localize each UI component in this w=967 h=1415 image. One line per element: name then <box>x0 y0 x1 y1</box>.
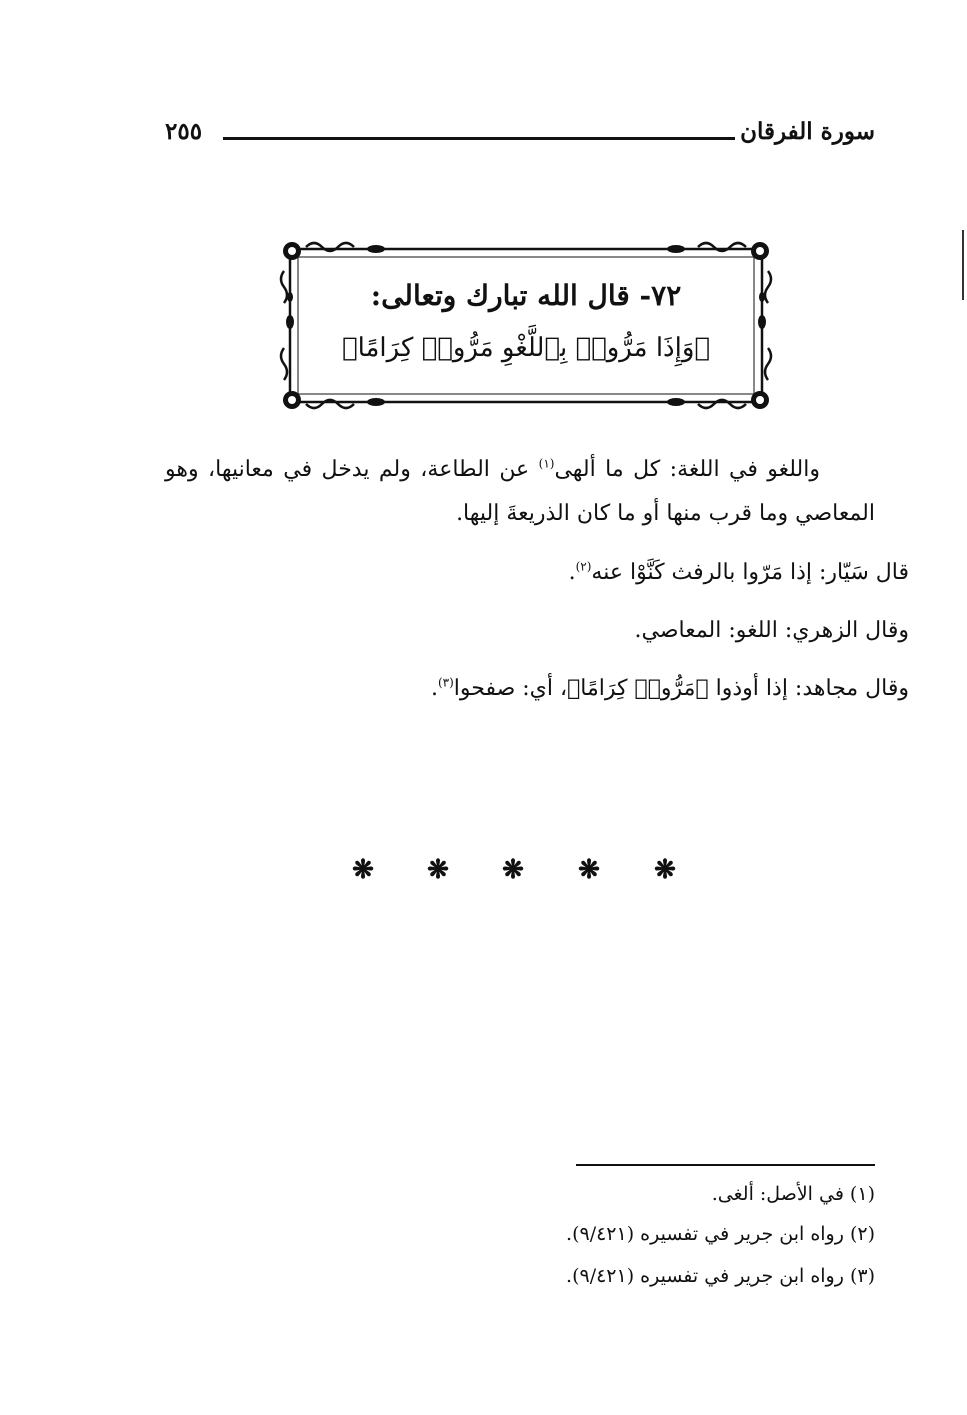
asterisk-ornament: ❋ <box>427 855 449 885</box>
scan-edge-line <box>962 230 964 300</box>
surah-title: سورة الفرقان <box>740 118 875 145</box>
footnote-ref-2: (٢) <box>575 559 592 574</box>
header-rule <box>223 137 735 140</box>
footnote-3: (٣) رواه ابن جرير في تفسيره (٩/٤٢١). <box>566 1265 875 1287</box>
footnote-rule <box>576 1164 875 1166</box>
para2-text-b: . <box>568 560 576 585</box>
page-number: ٢٥٥ <box>165 118 203 145</box>
para3-text: وقال الزهري: اللغو: المعاصي. <box>634 618 909 643</box>
verse-heading: ٧٢- قال الله تبارك وتعالى: <box>370 279 682 312</box>
footnote-2: (٢) رواه ابن جرير في تفسيره (٩/٤٢١). <box>566 1223 875 1245</box>
para4-text-b: ، أي: صفحوا <box>453 676 568 701</box>
body-paragraph-2 <box>569 560 909 585</box>
section-separator <box>350 855 690 887</box>
body-paragraph-4 <box>431 676 909 701</box>
para4-text-c: . <box>430 676 438 701</box>
asterisk-ornament: ❋ <box>502 855 524 885</box>
para4-text-a: وقال مجاهد: إذا أوذوا <box>708 676 909 701</box>
running-header <box>165 112 875 152</box>
quran-verse: ﴿وَإِذَا مَرُّوا۟ بِٱللَّغْوِ مَرُّوا۟ كِرَامًا﴾ <box>341 333 711 363</box>
asterisk-ornament: ❋ <box>654 855 676 885</box>
verse-frame <box>278 237 774 414</box>
para2-text-a: قال سَيّار: إذا مَرّوا بالرفث كَنَّوْا عنه <box>591 560 909 585</box>
body-paragraph-1 <box>165 448 875 536</box>
footnote-ref-1: (١) <box>538 456 555 471</box>
para1-text-b: عن الطاعة، ولم يدخل في معانيها، وهو المعاصي وما قرب منها أو ما كان الذريعةَ إليها. <box>165 457 875 526</box>
asterisk-ornament: ❋ <box>578 855 600 885</box>
para1-text-a: واللغو في اللغة: كل ما ألهى <box>554 457 820 482</box>
asterisk-ornament: ❋ <box>352 855 374 885</box>
ornamental-border <box>278 237 774 414</box>
para4-quote: ﴿مَرُّوا۟ كِرَامًا﴾ <box>567 676 709 701</box>
footnote-ref-3: (٣) <box>437 675 454 690</box>
footnote-1: (١) في الأصل: ألغى. <box>711 1183 875 1205</box>
body-paragraph-3 <box>635 618 909 643</box>
